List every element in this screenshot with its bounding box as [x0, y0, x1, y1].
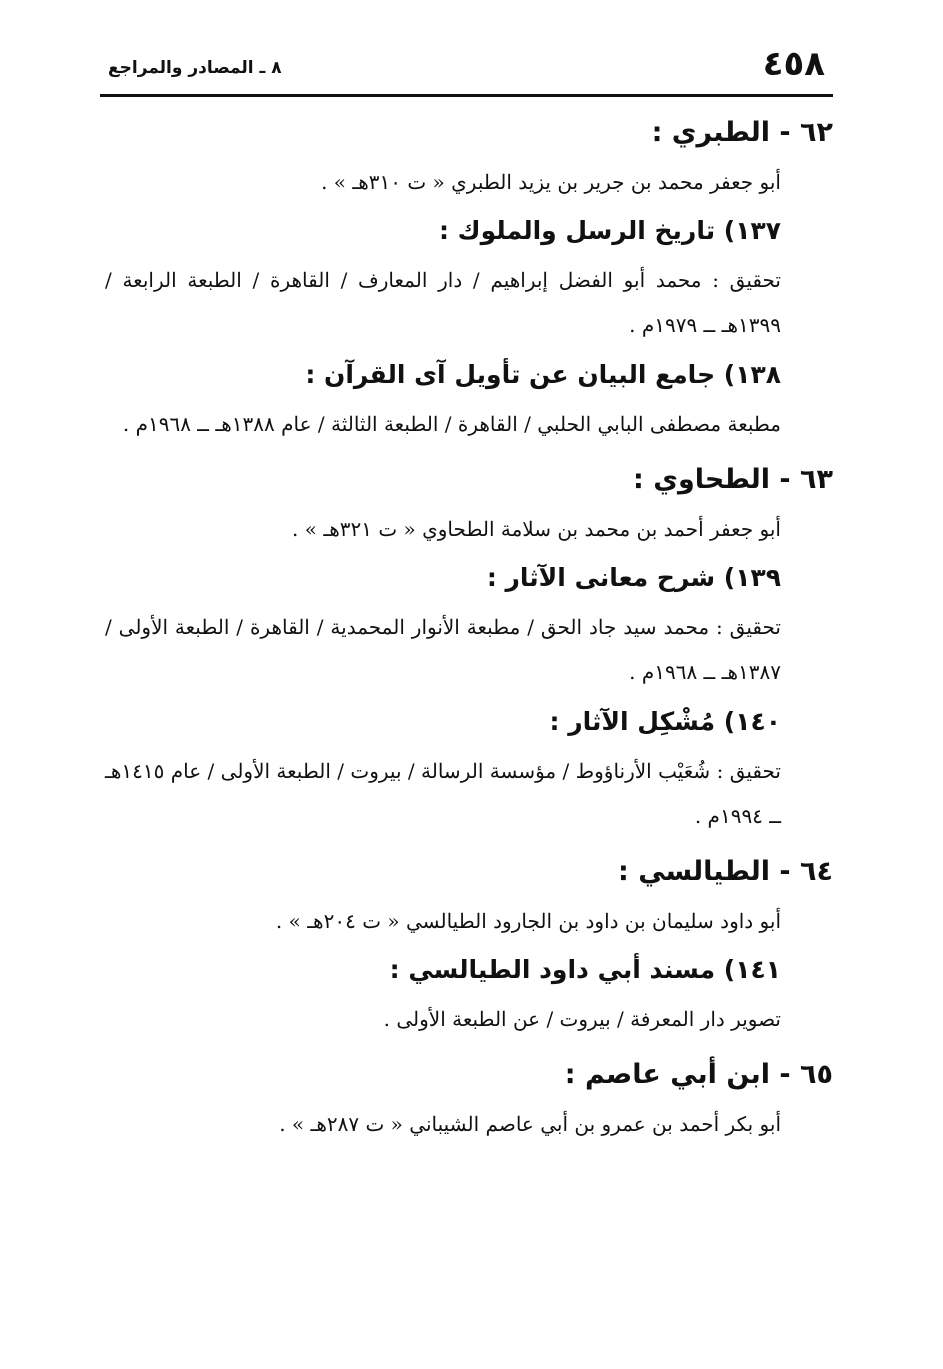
author-info: أبو جعفر محمد بن جرير بن يزيد الطبري « ت ٣١٠هـ » .	[321, 170, 781, 194]
book-details: تصوير دار المعرفة / بيروت / عن الطبعة الأولى .	[383, 1007, 781, 1031]
author-heading: ٦٣ - الطحاوي :	[633, 464, 833, 495]
book-title: ١٣٩) شرح معانى الآثار :	[486, 563, 781, 592]
book-title: ١٤١) مسند أبي داود الطيالسي :	[389, 955, 781, 984]
book-details: مطبعة مصطفى البابي الحلبي / القاهرة / الطبعة الثالثة / عام ١٣٨٨هـ ــ ١٩٦٨م .	[122, 412, 781, 436]
author-heading: ٦٢ - الطبري :	[651, 117, 833, 148]
author-info: أبو بكر أحمد بن عمرو بن أبي عاصم الشيباني « ت ٢٨٧هـ » .	[279, 1112, 781, 1136]
running-title: ٨ ـ المصادر والمراجع	[108, 58, 282, 78]
page-header	[100, 44, 833, 97]
page-content	[105, 100, 833, 1150]
book-details: تحقيق : محمد سيد جاد الحق / مطبعة الأنوار المحمدية / القاهرة / الطبعة الأولى / ١٣٨٧هـ ــ ١٩٦٨م .	[105, 615, 781, 684]
book-details: تحقيق : شُعَيْب الأرناؤوط / مؤسسة الرسالة / بيروت / الطبعة الأولى / عام ١٤١٥هـ ــ ١٩٩٤م .	[105, 759, 781, 828]
book-title: ١٣٨) جامع البيان عن تأويل آى القرآن :	[305, 360, 781, 389]
book-title: ١٤٠) مُشْكِل الآثار :	[549, 707, 781, 736]
author-info: أبو جعفر أحمد بن محمد بن سلامة الطحاوي « ت ٣٢١هـ » .	[292, 517, 781, 541]
author-heading: ٦٤ - الطيالسي :	[618, 856, 833, 887]
author-heading: ٦٥ - ابن أبي عاصم :	[564, 1059, 833, 1090]
book-title: ١٣٧) تاريخ الرسل والملوك :	[438, 216, 781, 245]
page-number: ٤٥٨	[762, 44, 825, 84]
book-details: تحقيق : محمد أبو الفضل إبراهيم / دار المعارف / القاهرة / الطبعة الرابعة / ١٣٩٩هـ ــ ١٩٧٩م .	[105, 268, 781, 337]
author-info: أبو داود سليمان بن داود بن الجارود الطيالسي « ت ٢٠٤هـ » .	[275, 909, 781, 933]
